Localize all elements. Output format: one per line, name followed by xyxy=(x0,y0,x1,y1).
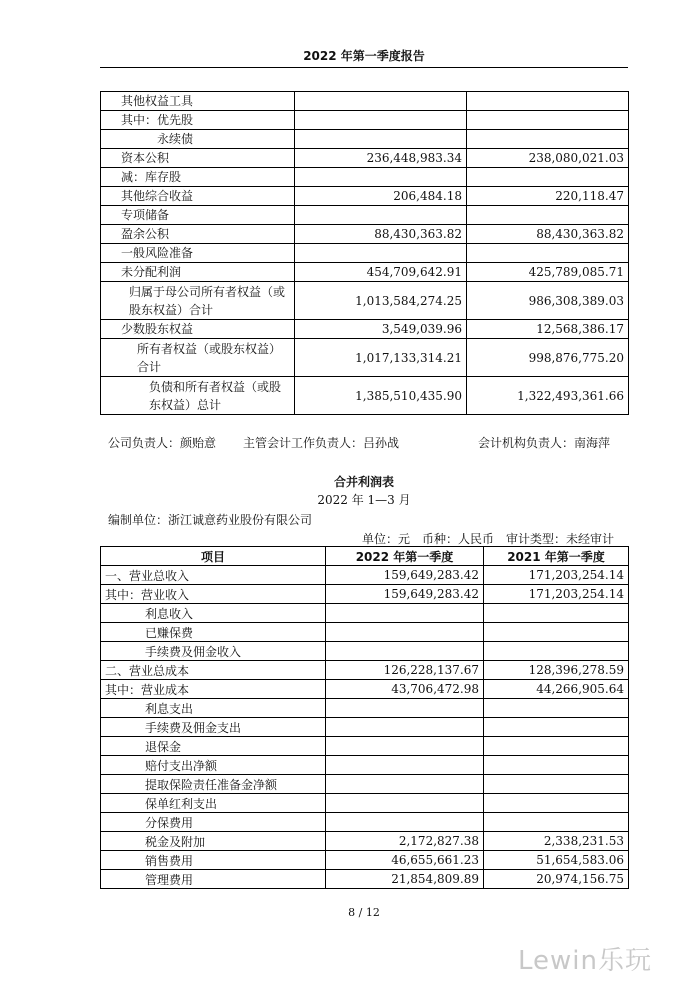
current-period-value: 126,228,137.67 xyxy=(326,661,484,680)
prior-period-value xyxy=(484,718,629,737)
current-period-value xyxy=(326,623,484,642)
row-label: 一、营业总收入 xyxy=(101,566,326,585)
current-period-value: 1,017,133,314.21 xyxy=(295,339,467,377)
prior-period-value: 2,338,231.53 xyxy=(484,832,629,851)
table-row xyxy=(101,585,629,604)
unit-currency-audit: 单位：元 币种：人民币 审计类型：未经审计 xyxy=(362,532,615,546)
current-period-value: 1,385,510,435.90 xyxy=(295,377,467,415)
prior-period-value xyxy=(484,642,629,661)
table-row xyxy=(101,282,629,320)
table-row xyxy=(101,149,629,168)
prior-period-value xyxy=(484,737,629,756)
income-statement-period: 2022 年 1—3 月 xyxy=(317,493,411,507)
watermark-logo: Lewin乐玩 xyxy=(518,946,652,976)
row-label: 归属于母公司所有者权益（或股东权益）合计 xyxy=(101,282,295,320)
current-period-value xyxy=(326,756,484,775)
table-row xyxy=(101,680,629,699)
table-row xyxy=(101,206,629,225)
row-label: 手续费及佣金收入 xyxy=(101,642,326,661)
prior-period-value: 171,203,254.14 xyxy=(484,566,629,585)
prior-period-value xyxy=(467,92,629,111)
prior-period-value: 171,203,254.14 xyxy=(484,585,629,604)
table-row xyxy=(101,756,629,775)
current-period-value xyxy=(326,775,484,794)
table-row xyxy=(101,794,629,813)
current-period-value: 3,549,039.96 xyxy=(295,320,467,339)
row-label: 所有者权益（或股东权益）合计 xyxy=(101,339,295,377)
table-row xyxy=(101,111,629,130)
table-row xyxy=(101,813,629,832)
current-period-value: 43,706,472.98 xyxy=(326,680,484,699)
current-period-value xyxy=(295,92,467,111)
compiling-unit: 编制单位：浙江诚意药业股份有限公司 xyxy=(108,513,313,527)
accounting-head-signature: 主管会计工作负责人：吕孙战 xyxy=(243,436,400,450)
prior-period-value xyxy=(484,623,629,642)
prior-period-value xyxy=(484,813,629,832)
prior-period-value xyxy=(467,168,629,187)
row-label: 已赚保费 xyxy=(101,623,326,642)
table-row xyxy=(101,168,629,187)
current-period-value xyxy=(326,794,484,813)
table-row xyxy=(101,642,629,661)
company-head-signature: 公司负责人：颜贻意 xyxy=(108,436,217,450)
table-row xyxy=(101,339,629,377)
income-statement-table xyxy=(100,546,629,889)
table-row xyxy=(101,225,629,244)
row-label: 一般风险准备 xyxy=(101,244,295,263)
row-label: 利息支出 xyxy=(101,699,326,718)
header-rule xyxy=(100,67,628,68)
row-label: 销售费用 xyxy=(101,851,326,870)
current-period-value: 88,430,363.82 xyxy=(295,225,467,244)
header-item: 项目 xyxy=(101,547,326,566)
row-label: 其中：营业收入 xyxy=(101,585,326,604)
prior-period-value: 425,789,085.71 xyxy=(467,263,629,282)
prior-period-value: 88,430,363.82 xyxy=(467,225,629,244)
current-period-value: 1,013,584,274.25 xyxy=(295,282,467,320)
row-label: 其他权益工具 xyxy=(101,92,295,111)
table-row xyxy=(101,832,629,851)
current-period-value: 21,854,809.89 xyxy=(326,870,484,889)
page-number: 8 / 12 xyxy=(348,906,380,919)
prior-period-value xyxy=(467,244,629,263)
current-period-value xyxy=(326,718,484,737)
table-row xyxy=(101,699,629,718)
current-period-value xyxy=(326,737,484,756)
current-period-value xyxy=(295,206,467,225)
accounting-dept-head-signature: 会计机构负责人：南海萍 xyxy=(478,436,611,450)
income-statement-title: 合并利润表 xyxy=(333,475,394,489)
prior-period-value: 238,080,021.03 xyxy=(467,149,629,168)
prior-period-value xyxy=(484,794,629,813)
prior-period-value xyxy=(484,775,629,794)
table-row xyxy=(101,870,629,889)
current-period-value: 159,649,283.42 xyxy=(326,566,484,585)
row-label: 赔付支出净额 xyxy=(101,756,326,775)
current-period-value: 206,484.18 xyxy=(295,187,467,206)
prior-period-value: 12,568,386.17 xyxy=(467,320,629,339)
report-header: 2022 年第一季度报告 xyxy=(303,49,425,63)
row-label: 少数股东权益 xyxy=(101,320,295,339)
row-label: 其中：营业成本 xyxy=(101,680,326,699)
current-period-value xyxy=(295,130,467,149)
current-period-value: 236,448,983.34 xyxy=(295,149,467,168)
table-row xyxy=(101,187,629,206)
current-period-value: 159,649,283.42 xyxy=(326,585,484,604)
row-label: 专项储备 xyxy=(101,206,295,225)
table-row xyxy=(101,737,629,756)
prior-period-value xyxy=(467,206,629,225)
current-period-value: 46,655,661.23 xyxy=(326,851,484,870)
row-label: 手续费及佣金支出 xyxy=(101,718,326,737)
header-prior-period: 2021 年第一季度 xyxy=(484,547,629,566)
prior-period-value xyxy=(467,130,629,149)
table-row xyxy=(101,604,629,623)
current-period-value xyxy=(326,813,484,832)
table-row xyxy=(101,718,629,737)
balance-sheet-equity-table xyxy=(100,91,629,415)
row-label: 资本公积 xyxy=(101,149,295,168)
prior-period-value: 20,974,156.75 xyxy=(484,870,629,889)
current-period-value xyxy=(295,111,467,130)
table-row xyxy=(101,377,629,415)
row-label: 未分配利润 xyxy=(101,263,295,282)
row-label: 退保金 xyxy=(101,737,326,756)
current-period-value: 2,172,827.38 xyxy=(326,832,484,851)
row-label: 税金及附加 xyxy=(101,832,326,851)
row-label: 管理费用 xyxy=(101,870,326,889)
row-label: 其中：优先股 xyxy=(101,111,295,130)
current-period-value xyxy=(295,168,467,187)
current-period-value xyxy=(326,642,484,661)
prior-period-value: 44,266,905.64 xyxy=(484,680,629,699)
prior-period-value: 998,876,775.20 xyxy=(467,339,629,377)
current-period-value xyxy=(326,699,484,718)
row-label: 减：库存股 xyxy=(101,168,295,187)
header-current-period: 2022 年第一季度 xyxy=(326,547,484,566)
prior-period-value: 220,118.47 xyxy=(467,187,629,206)
row-label: 盈余公积 xyxy=(101,225,295,244)
prior-period-value xyxy=(484,699,629,718)
table-row xyxy=(101,130,629,149)
table-row xyxy=(101,92,629,111)
row-label: 提取保险责任准备金净额 xyxy=(101,775,326,794)
current-period-value xyxy=(295,244,467,263)
row-label: 保单红利支出 xyxy=(101,794,326,813)
row-label: 二、营业总成本 xyxy=(101,661,326,680)
table-row xyxy=(101,320,629,339)
table-row xyxy=(101,566,629,585)
prior-period-value xyxy=(467,111,629,130)
table-row xyxy=(101,851,629,870)
row-label: 分保费用 xyxy=(101,813,326,832)
prior-period-value: 986,308,389.03 xyxy=(467,282,629,320)
prior-period-value: 51,654,583.06 xyxy=(484,851,629,870)
prior-period-value: 128,396,278.59 xyxy=(484,661,629,680)
prior-period-value: 1,322,493,361.66 xyxy=(467,377,629,415)
current-period-value: 454,709,642.91 xyxy=(295,263,467,282)
current-period-value xyxy=(326,604,484,623)
row-label: 利息收入 xyxy=(101,604,326,623)
table-row xyxy=(101,244,629,263)
prior-period-value xyxy=(484,756,629,775)
table-row xyxy=(101,263,629,282)
row-label: 永续债 xyxy=(101,130,295,149)
table-row xyxy=(101,623,629,642)
row-label: 负债和所有者权益（或股东权益）总计 xyxy=(101,377,295,415)
prior-period-value xyxy=(484,604,629,623)
row-label: 其他综合收益 xyxy=(101,187,295,206)
table-row xyxy=(101,661,629,680)
table-row xyxy=(101,775,629,794)
